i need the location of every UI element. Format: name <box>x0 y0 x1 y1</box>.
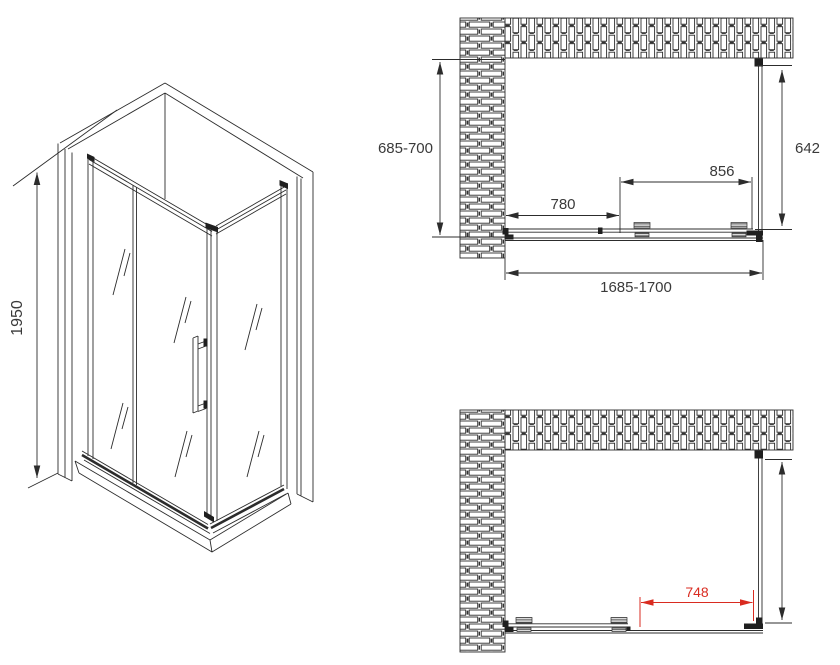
sliding-width-label: 856 <box>709 163 735 180</box>
door-rollers <box>634 223 747 237</box>
dimension-fixed-width <box>506 177 620 233</box>
wall-bracket-top <box>755 451 764 459</box>
fixed-width-label: 780 <box>550 196 576 213</box>
door-rollers <box>516 618 627 632</box>
dimension-opening-width <box>640 584 754 627</box>
isometric-view <box>9 83 313 552</box>
bottom-rails <box>82 451 286 534</box>
plan-view-closed <box>378 18 820 296</box>
height-label: 1950 <box>9 300 26 336</box>
door-handle <box>193 336 208 413</box>
opening-width-label: 748 <box>685 584 709 600</box>
glass-enclosure <box>75 154 291 553</box>
inner-depth-label: 642 <box>795 140 821 157</box>
dimension-overall-width <box>505 240 763 296</box>
dimension-sliding-width <box>621 163 752 229</box>
corner-profile <box>744 624 763 630</box>
outer-depth-label: 685-700 <box>377 140 433 157</box>
wall-vertical <box>460 410 505 652</box>
overall-width-label: 1685-1700 <box>600 279 672 296</box>
back-walls <box>58 83 313 502</box>
enclosure-plan-closed <box>503 59 764 243</box>
dimension-depth-unlabeled <box>765 460 792 624</box>
enclosure-plan-open <box>503 451 764 634</box>
wall-horizontal <box>505 18 793 58</box>
plan-view-open <box>460 410 793 652</box>
dimension-inner-depth <box>755 66 820 230</box>
shower-tray <box>75 461 291 552</box>
wall-profile-left <box>503 228 509 235</box>
wall-profile-left <box>503 621 509 628</box>
corner-profile <box>747 231 764 236</box>
wall-vertical <box>460 18 505 258</box>
glass-hatch-marks <box>111 249 264 477</box>
wall-horizontal <box>505 410 793 450</box>
